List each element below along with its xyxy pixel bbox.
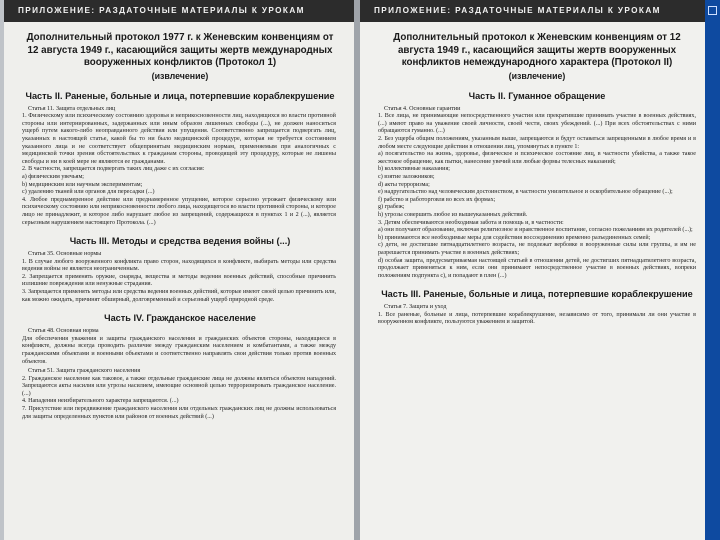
left-part4-heading: Часть IV. Гражданское население (104, 313, 256, 324)
left-article-11: Статья 11. Защита отдельных лиц (28, 105, 116, 112)
left-para-35-3: 3. Запрещается применять методы или средства ведения военных действий, которые имеют своей целью причинить или, как можно ожидать, причинят обширный, долговременный и серьезный ущерб природной среде. (22, 289, 336, 303)
left-item-b: b) медицинским или научным экспериментам; (22, 181, 143, 188)
right-item3-b: b) принимаются все необходимые меры для содействия воссоединению временно разъединенных семей; (378, 234, 651, 241)
left-para-1: 1. Физическому или психическому состоянию здоровья и неприкосновенности лиц, находящихся во власти противной стороны или интернированных, задержанных или иным образом лишенных свободы (...), не должен наноситься ущерб путем какого-либо неоправданного действия или упущения. Соответственно запрещается подвергать лиц, указанных в настоящей статье, какой бы то ни было медицинской процедуре, которая не требуется состоянием указанного лица и не соответствует общепринятым медицинским нормам, применяемым при аналогичных с медицинской точки зрения обстоятельствах к гражданам стороны, проводящей эту процедуру, которые не лишены свободы и ни в коей мере не являются ее гражданами. (22, 113, 336, 165)
right-item-b: b) коллективные наказания; (378, 166, 450, 173)
left-article-48: Статья 48. Основная норма (28, 328, 99, 335)
slide-nav-button[interactable] (705, 0, 720, 540)
right-item-a: а) посягательство на жизнь, здоровье, физическое и психическое состояние лиц, в частности убийства, а также такое жестокое обращение, как пытки, нанесение увечий или любые формы телесных наказаний; (378, 151, 696, 165)
right-article-4: Статья 4. Основные гарантии (384, 105, 461, 112)
left-para-48: Для обеспечения уважения и защиты гражданского населения и гражданских объектов стороны, находящиеся в конфликте, должны всегда проводить различие между гражданским населением и комбатантами, а также между гражданскими объектами и военными объектами и соответственно направлять свои действия только против военных объектов. (22, 335, 336, 365)
left-item-c: c) удалению тканей или органов для пересадки (...) (22, 189, 155, 196)
right-item-h: h) угрозы совершить любое из вышеуказанных действий. (378, 212, 528, 218)
right-title: Дополнительный протокол к Женевским конвенциям от 12 августа 1949 г., касающийся защиты жертв вооруженных конфликтов немеждународного характера (Протокол II) (393, 32, 681, 69)
left-article-35: Статья 35. Основные нормы (28, 251, 102, 258)
right-content (360, 32, 712, 327)
left-article-51: Статья 51. Защита гражданского населения (28, 368, 141, 375)
right-para-2: 2. Без ущерба общим положениям, указанным выше, запрещаются и будут оставаться запрещенными в любое время и в любом месте следующие действия в отношении лиц, упомянутых в пункте 1: (378, 136, 696, 150)
left-subtitle: (извлечение) (151, 70, 209, 81)
right-item-f: f) рабство и работорговля во всех их формах; (378, 196, 496, 203)
left-item-a: а) физическим увечьям; (22, 174, 84, 181)
right-item3-c: c) дети, не достигшие пятнадцатилетнего возраста, не подлежат вербовке в вооруженные силы или группы, и им не разрешается принимать участие в военных действиях; (378, 242, 696, 256)
right-item-c: c) взятие заложников; (378, 174, 435, 181)
right-part2-heading: Часть II. Гуманное обращение (468, 90, 606, 101)
right-article-7: Статья 7. Защита и уход (384, 304, 447, 311)
right-para-7: 1. Все раненые, больные и лица, потерпевшие кораблекрушение, независимо от того, принимали ли они участие в вооруженном конфликте, пользуются уважением и защитой. (378, 311, 696, 326)
left-header-band: ПРИЛОЖЕНИЕ: РАЗДАТОЧНЫЕ МАТЕРИАЛЫ К УРОКАМ (4, 0, 354, 22)
left-para-35-2: 2. Запрещается применять оружие, снаряды, вещества и методы ведения военных действий, способные причинить излишние повреждения или ненужные страдания. (22, 273, 336, 288)
right-item3-a: а) они получают образование, включая религиозное и нравственное воспитание, согласно пожеланиям их родителей (...); (378, 227, 693, 234)
right-subtitle: (извлечение) (508, 70, 566, 81)
left-content (4, 32, 354, 421)
left-part3-heading: Часть III. Методы и средства ведения войны (...) (69, 236, 291, 247)
right-header-band: ПРИЛОЖЕНИЕ: РАЗДАТОЧНЫЕ МАТЕРИАЛЫ К УРОКАМ (360, 0, 712, 22)
right-item-d: d) акты терроризма; (378, 181, 430, 188)
left-para-4: 4. Любое преднамеренное действие или преднамеренное упущение, которое серьезно угрожает физическому или психическому состоянию или неприкосновенности любого лица, находящегося во власти противной стороны, и которое лицо не принадлежит, и которое либо нарушает любое из запрещений, содержащихся в пунктах 1 и 2 (...), является серьезным нарушением настоящего Протокола. (...) (22, 196, 336, 226)
right-part3-heading: Часть III. Раненые, больные и лица, потерпевшие кораблекрушение (381, 289, 693, 300)
left-title: Дополнительный протокол 1977 г. к Женевским конвенциям от 12 августа 1949 г., касающийся защиты жертв международных вооруженных конфликтов (Протокол 1) (26, 32, 334, 69)
right-para-3: 3. Детям обеспечиваются необходимая забота и помощь и, в частности: (378, 219, 564, 226)
right-item-g: g) грабеж; (378, 204, 405, 211)
right-item3-d: d) особая защита, предусматриваемая настоящей статьей в отношении детей, не достигших пятнадцатилетнего возраста, продолжает применяться к ним, если они принимают непосредственное участие в военных действиях, вопреки положениям подпункта c), и попадают в плен (...) (378, 257, 696, 279)
left-part2-heading: Часть II. Раненые, больные и лица, потерпевшие кораблекрушение (25, 90, 335, 101)
right-para-1: 1. Все лица, не принимающие непосредственного участия или прекратившие принимать участие в военных действиях, (...) имеют право на уважение своей личности, своей чести, своих убеждений. (...) При всех обстоятельствах с ними обращаются гуманно. (...) (378, 113, 696, 135)
left-para-2: 2. В частности, запрещается подвергать таких лиц даже с их согласия: (22, 166, 205, 173)
right-page (360, 0, 712, 540)
left-para-35-1: 1. В случае любого вооруженного конфликта право сторон, находящихся в конфликте, выбирать методы или средства ведения войны не является неограниченным. (22, 258, 336, 273)
right-item-e: e) надругательство над человеческим достоинством, в частности унизительное и оскорбительное обращение (...); (378, 189, 673, 196)
left-para-51-7: 7. Присутствие или передвижение гражданского населения или отдельных гражданских лиц не должны использоваться для защиты определенных пунктов или районов от военных действий (...) (22, 406, 336, 420)
left-para-51-4: 4. Нападения неизбирательного характера запрещаются. (...) (22, 398, 179, 405)
nav-icon (708, 6, 717, 15)
left-page (4, 0, 354, 540)
left-para-51-2: 2. Гражданское население как таковое, а также отдельные гражданские лица не должны являться объектом нападений. Запрещаются акты насилия или угрозы насилием, имеющие основной целью терроризировать гражданское население. (...) (22, 375, 336, 397)
